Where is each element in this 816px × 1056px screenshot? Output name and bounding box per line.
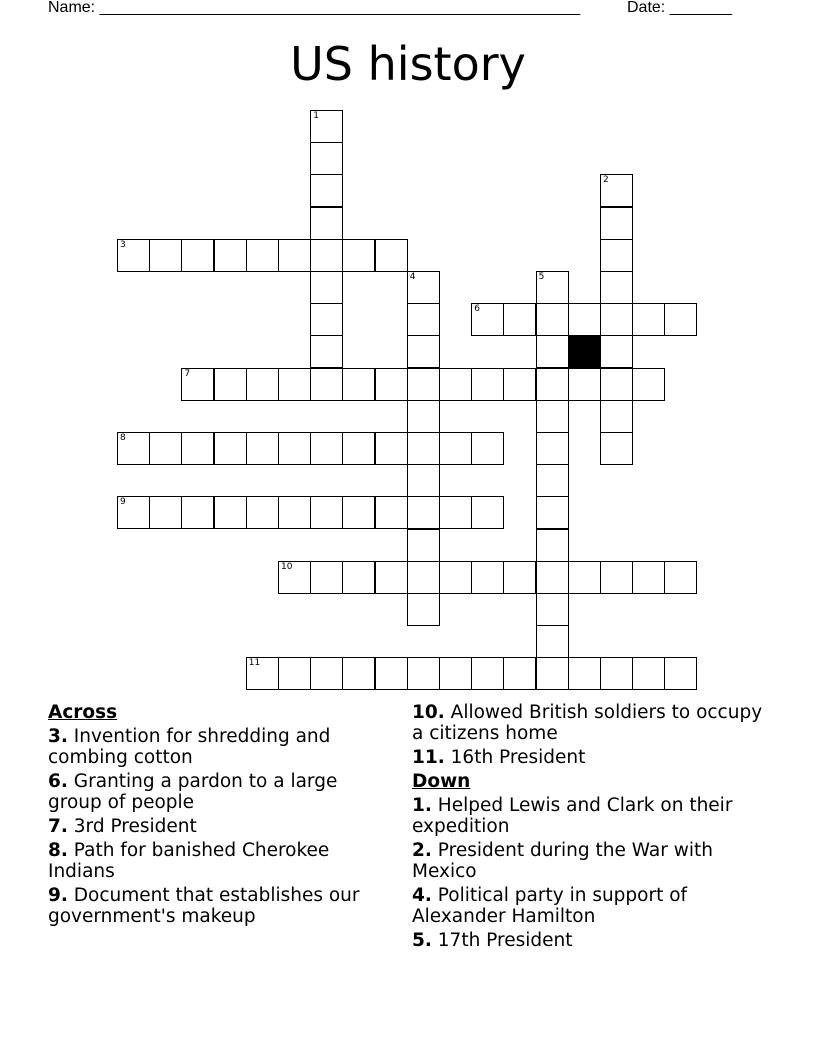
grid-cell[interactable] — [600, 368, 633, 401]
grid-cell[interactable] — [310, 271, 343, 304]
clue-number: 6 — [474, 304, 480, 315]
grid-cell[interactable] — [536, 496, 569, 529]
clues-column-left — [48, 702, 388, 930]
grid-cell[interactable] — [407, 271, 440, 304]
clue-number-label: 8. — [48, 840, 68, 861]
grid-cell[interactable] — [278, 239, 311, 272]
grid-cell[interactable] — [117, 432, 150, 465]
grid-cell[interactable] — [342, 239, 375, 272]
grid-cell[interactable] — [278, 561, 311, 594]
clue-number: 7 — [184, 368, 191, 379]
clue-number: 10 — [281, 561, 293, 572]
grid-cell[interactable] — [536, 625, 569, 658]
grid-cell[interactable] — [375, 432, 408, 465]
grid-cell[interactable] — [278, 496, 311, 529]
grid-cell[interactable] — [600, 174, 633, 207]
grid-cell[interactable] — [407, 368, 440, 401]
grid-cell[interactable] — [471, 368, 504, 401]
grid-cell[interactable] — [471, 432, 504, 465]
grid-cell[interactable] — [149, 239, 182, 272]
clue-number: 2 — [603, 175, 609, 186]
grid-cell[interactable] — [664, 561, 697, 594]
across-clue — [48, 885, 388, 927]
grid-cell[interactable] — [342, 432, 375, 465]
across-clue — [48, 771, 388, 813]
grid-cell[interactable] — [536, 464, 569, 497]
across-clue — [412, 702, 772, 744]
grid-cell[interactable] — [503, 303, 536, 336]
grid-cell[interactable] — [439, 368, 472, 401]
clue-number: 11 — [248, 658, 261, 669]
grid-cell[interactable] — [471, 303, 504, 336]
grid-cell[interactable] — [310, 142, 343, 175]
grid-cell[interactable] — [664, 657, 697, 690]
grid-cell[interactable] — [471, 561, 504, 594]
grid-cell[interactable] — [246, 657, 279, 690]
clue-number: 4 — [409, 272, 416, 282]
clue-number-label: 6. — [48, 771, 68, 792]
grid-cell[interactable] — [471, 496, 504, 529]
grid-cell[interactable] — [310, 239, 343, 272]
grid-cell[interactable] — [310, 432, 343, 465]
clue-number: 3 — [120, 239, 126, 250]
grid-cell[interactable] — [310, 496, 343, 529]
grid-cell[interactable] — [600, 335, 633, 368]
grid-cell[interactable] — [310, 335, 343, 368]
grid-cell[interactable] — [214, 432, 247, 465]
across-heading: Across — [48, 702, 118, 723]
grid-cell[interactable] — [407, 432, 440, 465]
grid-cell[interactable] — [310, 110, 343, 143]
grid-cell[interactable] — [181, 432, 214, 465]
grid-cell[interactable] — [375, 368, 408, 401]
grid-cell[interactable] — [246, 368, 279, 401]
grid-cell[interactable] — [536, 400, 569, 433]
clue-number-label: 5. — [412, 930, 432, 951]
grid-cell[interactable] — [149, 432, 182, 465]
grid-cell[interactable] — [536, 593, 569, 626]
across-clue — [48, 816, 388, 837]
clue-text: Document that establishes our government's makeup — [48, 885, 360, 927]
grid-cell[interactable] — [117, 496, 150, 529]
clue-number: 9 — [120, 497, 126, 508]
grid-cell[interactable] — [342, 368, 375, 401]
grid-cell[interactable] — [214, 496, 247, 529]
grid-cell[interactable] — [310, 368, 343, 401]
page-title: US history — [290, 37, 526, 91]
grid-cell[interactable] — [310, 174, 343, 207]
grid-cell[interactable] — [407, 657, 440, 690]
grid-cell[interactable] — [536, 271, 569, 304]
date-label: Date: _______ — [627, 0, 732, 16]
grid-cell[interactable] — [310, 657, 343, 690]
grid-cell[interactable] — [632, 303, 665, 336]
clue-text: Helped Lewis and Clark on their expedition — [412, 795, 733, 837]
down-clue — [412, 930, 772, 951]
grid-cell[interactable] — [439, 657, 472, 690]
grid-cell[interactable] — [439, 561, 472, 594]
grid-cell[interactable] — [246, 239, 279, 272]
grid-cell[interactable] — [407, 496, 440, 529]
grid-cell[interactable] — [181, 368, 214, 401]
grid-cell[interactable] — [471, 657, 504, 690]
grid-cell[interactable] — [439, 432, 472, 465]
grid-cell[interactable] — [342, 496, 375, 529]
grid-cell[interactable] — [536, 529, 569, 562]
grid-cell[interactable] — [632, 561, 665, 594]
across-clue — [412, 747, 772, 768]
grid-cell[interactable] — [536, 561, 569, 594]
grid-cell[interactable] — [568, 657, 601, 690]
grid-cell[interactable] — [310, 207, 343, 240]
grid-cell[interactable] — [310, 303, 343, 336]
grid-cell[interactable] — [664, 303, 697, 336]
grid-cell[interactable] — [375, 239, 408, 272]
grid-cell[interactable] — [375, 496, 408, 529]
grid-cell[interactable] — [632, 368, 665, 401]
down-clue — [412, 795, 772, 837]
grid-cell[interactable] — [536, 335, 569, 368]
grid-cell[interactable] — [407, 303, 440, 336]
clue-text: Invention for shredding and combing cotton — [48, 726, 331, 768]
grid-cell[interactable] — [246, 432, 279, 465]
clue-text: Path for banished Cherokee Indians — [48, 840, 330, 882]
clue-number-label: 3. — [48, 726, 68, 747]
grid-cell[interactable] — [536, 303, 569, 336]
grid-cell[interactable] — [407, 335, 440, 368]
grid-cell[interactable] — [503, 561, 536, 594]
grid-cell[interactable] — [439, 496, 472, 529]
grid-cell[interactable] — [600, 271, 633, 304]
clue-number-label: 4. — [412, 885, 432, 906]
name-label: Name: ______________________________________________________ — [48, 0, 581, 16]
black-square — [568, 335, 601, 368]
grid-cell[interactable] — [375, 561, 408, 594]
clue-number: 8 — [120, 433, 126, 443]
grid-cell[interactable] — [149, 496, 182, 529]
grid-cell[interactable] — [214, 239, 247, 272]
clue-number: 1 — [313, 111, 319, 121]
clues-column-right — [412, 702, 772, 954]
clue-text: 16th President — [444, 747, 586, 768]
clue-text: 17th President — [431, 930, 573, 951]
grid-cell[interactable] — [181, 496, 214, 529]
clue-text: 3rd President — [67, 816, 197, 837]
across-clue — [48, 840, 388, 882]
grid-cell[interactable] — [278, 657, 311, 690]
across-clue — [48, 726, 388, 768]
grid-cell[interactable] — [568, 561, 601, 594]
grid-cell[interactable] — [181, 239, 214, 272]
grid-cell[interactable] — [536, 432, 569, 465]
grid-cell[interactable] — [536, 368, 569, 401]
grid-cell[interactable] — [310, 561, 343, 594]
grid-cell[interactable] — [278, 432, 311, 465]
down-clue — [412, 840, 772, 882]
grid-cell[interactable] — [407, 529, 440, 562]
grid-cell[interactable] — [407, 400, 440, 433]
clue-text: Granting a pardon to a large group of people — [48, 771, 338, 813]
down-clue — [412, 885, 772, 927]
grid-cell[interactable] — [407, 561, 440, 594]
grid-cell[interactable] — [278, 368, 311, 401]
grid-cell[interactable] — [600, 400, 633, 433]
clue-number-label: 10. — [412, 702, 445, 723]
clue-text: Allowed British soldiers to occupy a citizens home — [412, 702, 763, 744]
grid-cell[interactable] — [117, 239, 150, 272]
grid-cell[interactable] — [375, 657, 408, 690]
grid-cell[interactable] — [600, 432, 633, 465]
grid-cell[interactable] — [342, 561, 375, 594]
grid-cell[interactable] — [536, 657, 569, 690]
grid-cell[interactable] — [503, 657, 536, 690]
grid-cell[interactable] — [342, 657, 375, 690]
clue-number-label: 9. — [48, 885, 68, 906]
clue-number: 5 — [538, 272, 545, 282]
grid-cell[interactable] — [568, 303, 601, 336]
grid-cell[interactable] — [407, 593, 440, 626]
grid-cell[interactable] — [600, 657, 633, 690]
clue-number-label: 11. — [412, 747, 445, 768]
grid-cell[interactable] — [600, 561, 633, 594]
clue-number-label: 1. — [412, 795, 432, 816]
grid-cell[interactable] — [600, 207, 633, 240]
grid-cell[interactable] — [600, 239, 633, 272]
clue-number-label: 7. — [48, 816, 68, 837]
grid-cell[interactable] — [246, 496, 279, 529]
clue-text: Political party in support of Alexander Hamilton — [412, 885, 688, 927]
grid-cell[interactable] — [568, 368, 601, 401]
grid-cell[interactable] — [503, 368, 536, 401]
grid-cell[interactable] — [600, 303, 633, 336]
clue-number-label: 2. — [412, 840, 432, 861]
grid-cell[interactable] — [214, 368, 247, 401]
grid-cell[interactable] — [407, 464, 440, 497]
clue-text: President during the War with Mexico — [412, 840, 713, 882]
grid-cell[interactable] — [632, 657, 665, 690]
down-heading: Down — [412, 771, 471, 792]
